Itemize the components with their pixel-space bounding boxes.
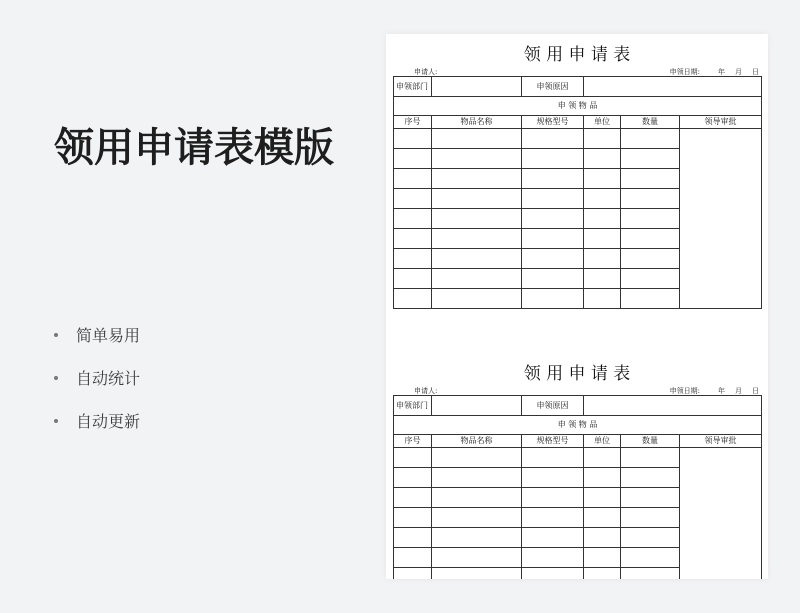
cell[interactable] — [432, 568, 522, 580]
applicant-label: 申请人: — [414, 68, 438, 76]
cell[interactable] — [621, 548, 680, 568]
cell[interactable] — [584, 528, 621, 548]
date-year: 年 — [718, 68, 725, 76]
reason-label: 申领原因 — [522, 396, 584, 416]
dept-reason-row — [394, 396, 762, 416]
feature-item — [54, 399, 140, 442]
date-month: 月 — [735, 68, 742, 76]
cell[interactable] — [584, 209, 621, 229]
feature-label: 自动更新 — [76, 412, 141, 431]
date-label: 申领日期: — [669, 387, 700, 395]
cell[interactable] — [432, 508, 522, 528]
cell[interactable] — [522, 269, 584, 289]
feature-item — [54, 313, 140, 356]
cell[interactable] — [394, 289, 432, 309]
date-year: 年 — [718, 387, 725, 395]
dept-value-cell[interactable] — [432, 396, 522, 416]
col-header-spec: 规格型号 — [522, 435, 584, 448]
cell[interactable] — [584, 568, 621, 580]
section-title: 申 领 物 品 — [394, 416, 762, 435]
feature-label: 自动统计 — [76, 369, 141, 388]
cell[interactable] — [394, 269, 432, 289]
cell[interactable] — [522, 169, 584, 189]
cell[interactable] — [621, 488, 680, 508]
cell[interactable] — [584, 548, 621, 568]
cell[interactable] — [432, 528, 522, 548]
col-header-qty: 数量 — [621, 116, 680, 129]
cell[interactable] — [621, 209, 680, 229]
approval-cell[interactable] — [680, 448, 762, 580]
cell[interactable] — [621, 289, 680, 309]
table-row — [394, 448, 762, 468]
cell[interactable] — [432, 229, 522, 249]
col-header-index: 序号 — [394, 435, 432, 448]
cell[interactable] — [394, 249, 432, 269]
col-header-name: 物品名称 — [432, 116, 522, 129]
feature-label: 简单易用 — [76, 326, 141, 345]
reason-value-cell[interactable] — [584, 396, 762, 416]
cell[interactable] — [584, 249, 621, 269]
form-title: 领 用 申 请 表 — [523, 364, 631, 384]
approval-cell[interactable] — [680, 129, 762, 309]
col-header-unit: 单位 — [584, 116, 621, 129]
cell[interactable] — [584, 149, 621, 169]
cell[interactable] — [394, 229, 432, 249]
reason-label: 申领原因 — [522, 77, 584, 97]
requisition-table — [393, 76, 762, 309]
cell[interactable] — [432, 289, 522, 309]
requisition-table — [393, 395, 762, 579]
cell[interactable] — [621, 269, 680, 289]
cell[interactable] — [584, 229, 621, 249]
date-month: 月 — [735, 387, 742, 395]
cell[interactable] — [394, 448, 432, 468]
cell[interactable] — [394, 568, 432, 580]
cell[interactable] — [584, 488, 621, 508]
cell[interactable] — [621, 189, 680, 209]
cell[interactable] — [522, 508, 584, 528]
bullet-icon — [54, 419, 58, 423]
cell[interactable] — [584, 129, 621, 149]
cell[interactable] — [621, 508, 680, 528]
dept-label: 申领部门 — [394, 77, 432, 97]
date-day: 日 — [752, 387, 759, 395]
cell[interactable] — [584, 508, 621, 528]
cell[interactable] — [522, 209, 584, 229]
col-header-qty: 数量 — [621, 435, 680, 448]
cell[interactable] — [584, 189, 621, 209]
page-title: 领用申请表模版 — [54, 125, 334, 171]
cell[interactable] — [394, 488, 432, 508]
cell[interactable] — [621, 249, 680, 269]
cell[interactable] — [621, 468, 680, 488]
table-row — [394, 129, 762, 149]
cell[interactable] — [432, 149, 522, 169]
cell[interactable] — [432, 269, 522, 289]
cell[interactable] — [394, 149, 432, 169]
section-row — [394, 416, 762, 435]
col-header-spec: 规格型号 — [522, 116, 584, 129]
cell[interactable] — [584, 169, 621, 189]
cell[interactable] — [621, 528, 680, 548]
cell[interactable] — [394, 468, 432, 488]
cell[interactable] — [621, 169, 680, 189]
section-row — [394, 97, 762, 116]
cell[interactable] — [432, 548, 522, 568]
reason-value-cell[interactable] — [584, 77, 762, 97]
cell[interactable] — [522, 448, 584, 468]
cell[interactable] — [394, 129, 432, 149]
form-title: 领 用 申 请 表 — [523, 45, 631, 65]
cell[interactable] — [522, 149, 584, 169]
header-row — [394, 435, 762, 448]
date-day: 日 — [752, 68, 759, 76]
cell[interactable] — [432, 448, 522, 468]
cell[interactable] — [432, 169, 522, 189]
dept-value-cell[interactable] — [432, 77, 522, 97]
cell[interactable] — [522, 229, 584, 249]
cell[interactable] — [584, 269, 621, 289]
form-preview-sheet — [386, 34, 768, 579]
dept-label: 申领部门 — [394, 396, 432, 416]
cell[interactable] — [584, 289, 621, 309]
cell[interactable] — [522, 568, 584, 580]
cell[interactable] — [394, 189, 432, 209]
cell[interactable] — [522, 249, 584, 269]
cell[interactable] — [432, 209, 522, 229]
cell[interactable] — [432, 129, 522, 149]
col-header-unit: 单位 — [584, 435, 621, 448]
cell[interactable] — [584, 468, 621, 488]
cell[interactable] — [394, 548, 432, 568]
cell[interactable] — [522, 488, 584, 508]
cell[interactable] — [432, 189, 522, 209]
cell[interactable] — [394, 508, 432, 528]
bullet-icon — [54, 333, 58, 337]
cell[interactable] — [522, 468, 584, 488]
cell[interactable] — [621, 448, 680, 468]
header-row — [394, 116, 762, 129]
feature-list — [54, 313, 140, 442]
cell[interactable] — [621, 129, 680, 149]
cell[interactable] — [432, 468, 522, 488]
cell[interactable] — [522, 189, 584, 209]
section-title: 申 领 物 品 — [394, 97, 762, 116]
feature-item — [54, 356, 140, 399]
cell[interactable] — [522, 548, 584, 568]
cell[interactable] — [522, 129, 584, 149]
cell[interactable] — [621, 149, 680, 169]
cell[interactable] — [584, 448, 621, 468]
bullet-icon — [54, 376, 58, 380]
cell[interactable] — [522, 528, 584, 548]
col-header-name: 物品名称 — [432, 435, 522, 448]
applicant-label: 申请人: — [414, 387, 438, 395]
dept-reason-row — [394, 77, 762, 97]
cell[interactable] — [394, 528, 432, 548]
cell[interactable] — [522, 289, 584, 309]
col-header-index: 序号 — [394, 116, 432, 129]
cell[interactable] — [432, 488, 522, 508]
cell[interactable] — [621, 568, 680, 580]
col-header-approval: 领导审批 — [680, 435, 762, 448]
date-label: 申领日期: — [669, 68, 700, 76]
cell[interactable] — [621, 229, 680, 249]
col-header-approval: 领导审批 — [680, 116, 762, 129]
cell[interactable] — [394, 209, 432, 229]
cell[interactable] — [394, 169, 432, 189]
cell[interactable] — [432, 249, 522, 269]
